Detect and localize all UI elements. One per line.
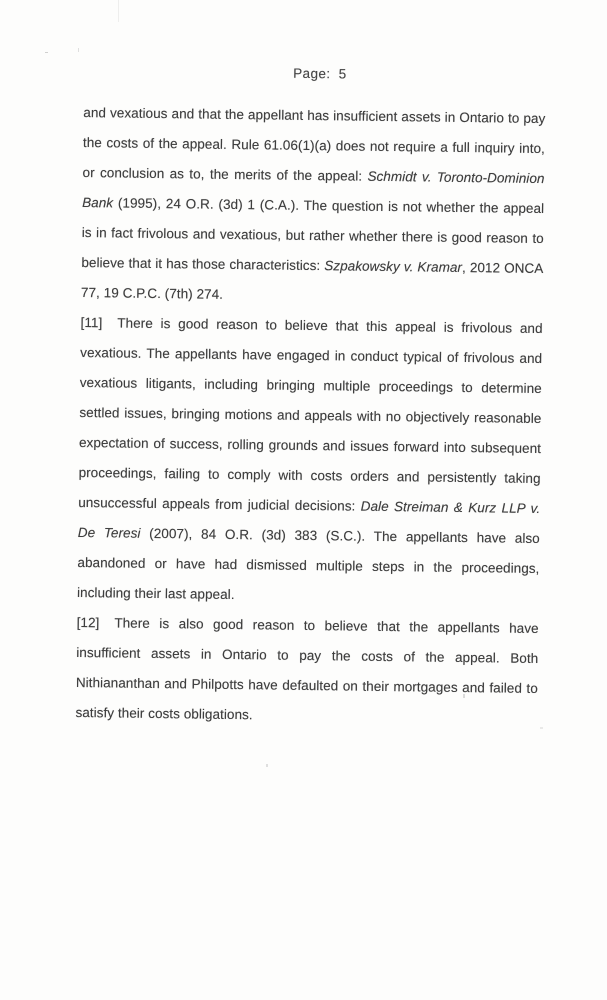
case-citation: Dale Streiman & Kurz LLP v. De Teresi: [77, 498, 541, 541]
scan-speck: [266, 764, 268, 767]
body-text: (2007), 84 O.R. (3d) 383 (S.C.). The appellants have also abandoned or have had dismissed multiple steps in the proceedings, including their last appeal.: [76, 525, 540, 603]
case-citation: Schmidt v. Toronto-Dominion Bank: [82, 168, 545, 211]
scan-speck: [45, 52, 48, 53]
scan-speck: [540, 727, 543, 729]
scan-speck: [118, 0, 119, 22]
case-citation: Szpakowsky v. Kramar: [324, 258, 463, 275]
body-text: There is also good reason to believe that the appellants have insufficient assets in Ontario to pay the costs of the appeal. Both Nithiananthan and Philpotts have defaulted on their mortgages and failed to satisfy their costs obligations.: [75, 615, 539, 723]
document-body: [75, 98, 545, 734]
page-content: [75, 63, 546, 734]
paragraph: [81, 98, 546, 314]
paragraph-number: [11]: [80, 314, 103, 331]
body-text: , 2012 ONCA 77, 19 C.P.C. (7th) 274.: [80, 259, 544, 302]
page-number-header: Page: 5: [293, 65, 347, 82]
body-text: There is good reason to believe that this appeal is frivolous and vexatious. The appellants have engaged in conduct typical of frivolous and vexatious litigants, including bringing multiple proceedings to determine settled issues, bringing motions and appeals with no objectively reasonable expectation of success, rolling grounds and issues forward into subsequent proceedings, failing to comply with costs orders and persistently taking unsuccessful appeals from judicial decisions:: [78, 315, 543, 514]
body-text: and vexatious and that the appellant has insufficient assets in Ontario to pay the costs of the appeal. Rule 61.06(1)(a) does not require a full inquiry into, or conclusion as to, the merits of the appeal:: [82, 104, 546, 184]
scan-speck: [463, 694, 465, 698]
paragraph: [75, 608, 539, 734]
scan-speck: [87, 680, 89, 682]
body-text: (1995), 24 O.R. (3d) 1 (C.A.). The question is not whether the appeal is in fact frivolous and vexatious, but rather whether there is good reason to believe that it has those characteristics:: [81, 195, 545, 274]
paragraph: [77, 308, 543, 614]
paragraph-number: [12]: [76, 614, 100, 631]
scan-speck: [78, 48, 79, 52]
